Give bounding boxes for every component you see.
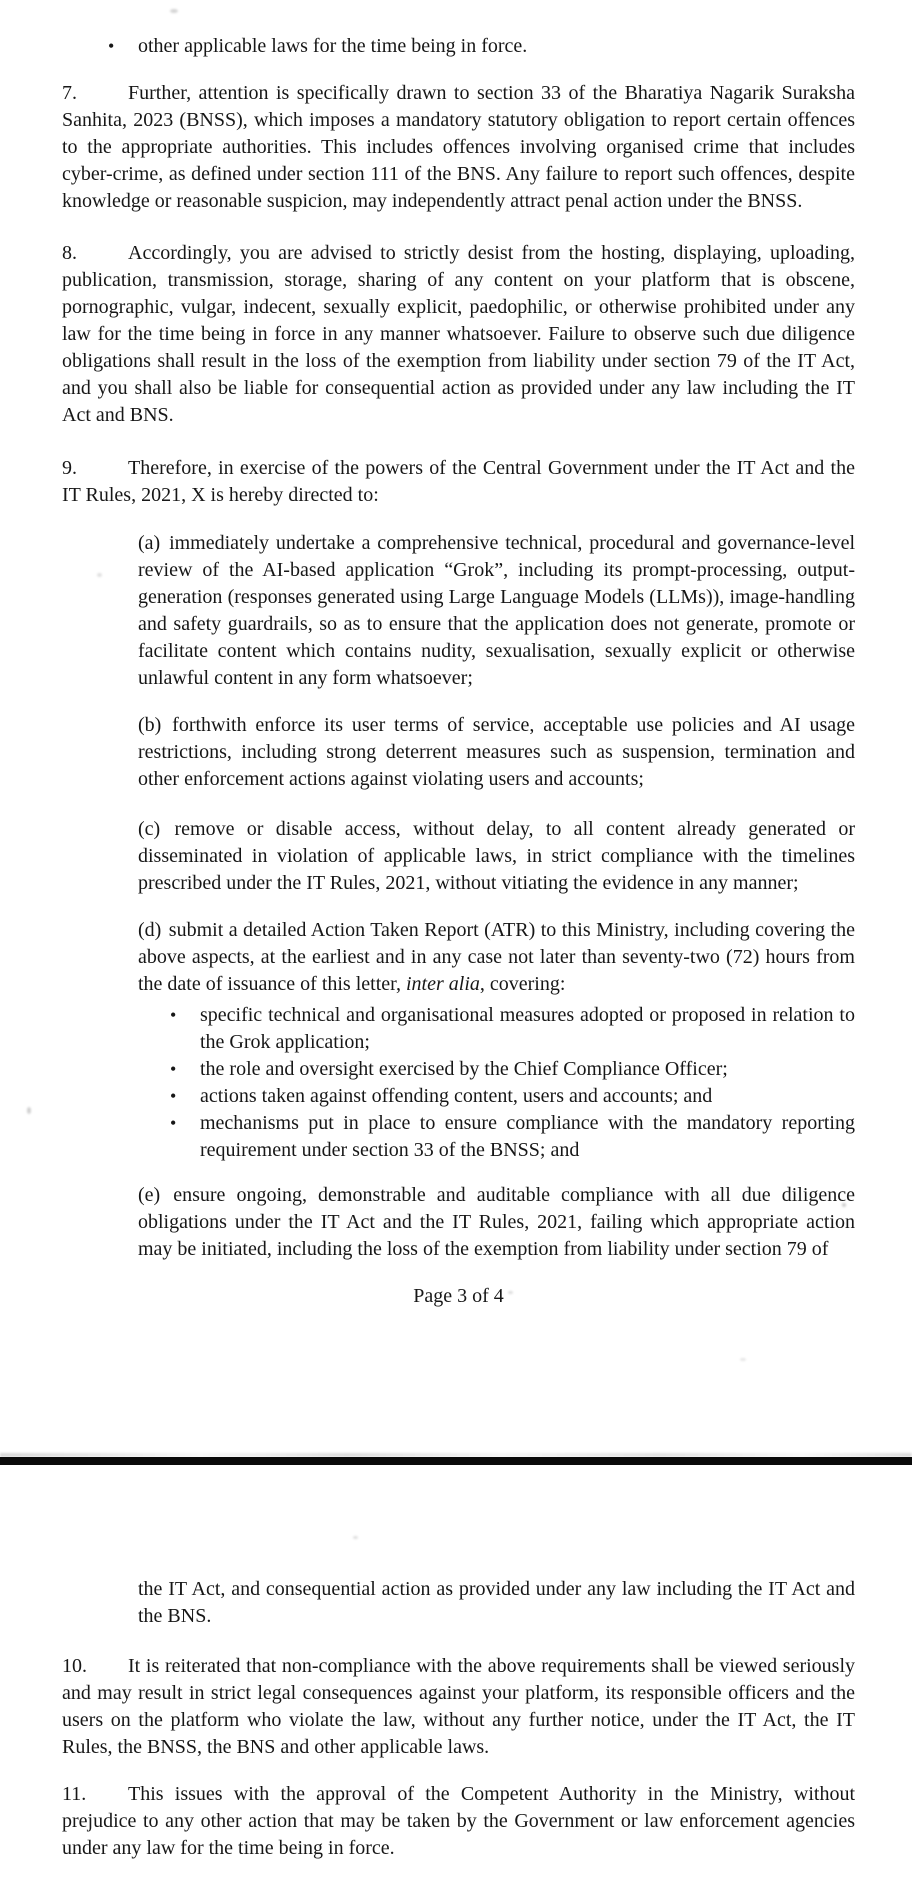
paragraph-7: [62, 80, 855, 215]
scan-speck: [170, 9, 178, 13]
atr-bullet-item-1: [170, 1002, 855, 1056]
paragraph-9: [62, 455, 855, 509]
paragraph-10-text: It is reiterated that non-compliance with the above requirements shall be viewed seriously and may result in strict legal consequences against your platform, its responsible officers and the users on the platform who violate the law, without any further notice, under the IT Act, the IT Rules, the BNSS, the BNS and other applicable laws.: [62, 1655, 855, 1758]
directive-d: [138, 917, 855, 998]
atr-bullet-item-3: [170, 1083, 855, 1110]
directive-b-label: (b): [138, 714, 162, 736]
intro-bullet-text: other applicable laws for the time being in force.: [138, 35, 528, 57]
directive-e-label: (e): [138, 1184, 161, 1206]
paragraph-10: [62, 1653, 855, 1761]
directive-b: [138, 712, 855, 793]
directive-b-text: forthwith enforce its user terms of service, acceptable use policies and AI usage restrictions, including strong deterrent measures such as suspension, termination and other enforcement actions against violating users and accounts;: [138, 714, 856, 790]
paragraph-8: [62, 240, 855, 429]
paragraph-7-number: 7.: [62, 82, 77, 104]
atr-bullet-item-2: [170, 1056, 855, 1083]
directive-a: [138, 530, 855, 692]
bullet-icon: •: [108, 36, 115, 56]
scan-speck: [97, 573, 102, 577]
bullet-icon: •: [170, 1113, 177, 1133]
paragraph-9-number: 9.: [62, 457, 77, 479]
paragraph-10-number: 10.: [62, 1655, 87, 1677]
scan-speck: [740, 1358, 746, 1361]
directive-c-label: (c): [138, 818, 161, 840]
bullet-icon: •: [170, 1059, 177, 1079]
paragraph-11: [62, 1781, 855, 1862]
continuation-text: the IT Act, and consequential action as provided under any law including the IT Act and the BNS.: [138, 1578, 855, 1627]
atr-bullet-1-text: specific technical and organisational measures adopted or proposed in relation to the Grok application;: [200, 1004, 855, 1053]
paragraph-8-number: 8.: [62, 242, 77, 264]
directive-c-text: remove or disable access, without delay, to all content already generated or disseminated in violation of applicable laws, in strict compliance with the timelines prescribed under the IT Rules, 2021, without vitiating the evidence in any manner;: [138, 818, 855, 894]
scan-speck: [842, 1203, 846, 1207]
scan-speck: [353, 1536, 358, 1539]
scan-speck: [508, 1291, 513, 1294]
page-number-footer: Page 3 of 4: [413, 1285, 504, 1307]
atr-bullet-4-text: mechanisms put in place to ensure compliance with the mandatory reporting requirement under section 33 of the BNSS; and: [200, 1112, 855, 1161]
intro-bullet-item: [108, 33, 855, 60]
directive-e-text: ensure ongoing, demonstrable and auditable compliance with all due diligence obligations under the IT Act and the IT Rules, 2021, failing which appropriate action may be initiated, including the loss of the exemption from liability under section 79 of: [138, 1184, 856, 1260]
bullet-icon: •: [170, 1005, 177, 1025]
page-4-content: [0, 1465, 912, 1862]
directive-d-text: submit a detailed Action Taken Report (ATR) to this Ministry, including covering the above aspects, at the earliest and in any case not later than seventy-two (72) hours from the date of issuance of this letter,: [138, 919, 856, 995]
paragraph-11-number: 11.: [62, 1783, 87, 1805]
bullet-icon: •: [170, 1086, 177, 1106]
directive-e: [138, 1182, 855, 1263]
directive-a-text: immediately undertake a comprehensive technical, procedural and governance-level review of the AI-based application “Grok”, including its prompt-processing, output-generation (responses generated using Large Language Models (LLMs)), image-handling and safety guardrails, so as to ensure that the application does not generate, promote or facilitate content which contains nudity, sexualisation, sexually explicit or otherwise unlawful content in any form whatsoever;: [138, 532, 855, 689]
directive-d-text-after: , covering:: [479, 973, 566, 995]
paragraph-9-text: Therefore, in exercise of the powers of the Central Government under the IT Act and the IT Rules, 2021, X is hereby directed to:: [62, 457, 855, 506]
atr-bullet-3-text: actions taken against offending content, users and accounts; and: [200, 1085, 713, 1107]
atr-bullet-2-text: the role and oversight exercised by the Chief Compliance Officer;: [200, 1058, 728, 1080]
directive-d-latin-phrase: inter alia: [406, 973, 480, 995]
directive-c: [138, 816, 855, 897]
paragraph-7-text: Further, attention is specifically drawn to section 33 of the Bharatiya Nagarik Suraksha Sanhita, 2023 (BNSS), which imposes a mandatory statutory obligation to report certain offences to the appropriate authorities. This includes offences involving organised crime that includes cyber-crime, as defined under section 111 of the BNS. Any failure to report such offences, despite knowledge or reasonable suspicion, may independently attract penal action under the BNSS.: [62, 82, 855, 212]
scan-speck: [27, 1107, 31, 1114]
atr-bullet-list: [170, 1002, 855, 1164]
atr-bullet-item-4: [170, 1110, 855, 1164]
scan-speck: [100, 1690, 106, 1693]
page-separator-bar: [0, 1457, 912, 1465]
directive-d-label: (d): [138, 919, 162, 941]
paragraph-11-text: This issues with the approval of the Competent Authority in the Ministry, without prejudice to any other action that may be taken by the Government or law enforcement agencies under any law for the time being in force.: [62, 1783, 855, 1859]
paragraph-8-text: Accordingly, you are advised to strictly desist from the hosting, displaying, uploading, publication, transmission, storage, sharing of any content on your platform that is obscene, pornographic, vulgar, indecent, sexually explicit, paedophilic, or otherwise prohibited under any law for the time being in force in any manner whatsoever. Failure to observe such due diligence obligations shall result in the loss of the exemption from liability under section 79 of the IT Act, and you shall also be liable for consequential action as provided under any law including the IT Act and BNS.: [62, 242, 855, 426]
directive-a-label: (a): [138, 532, 161, 554]
